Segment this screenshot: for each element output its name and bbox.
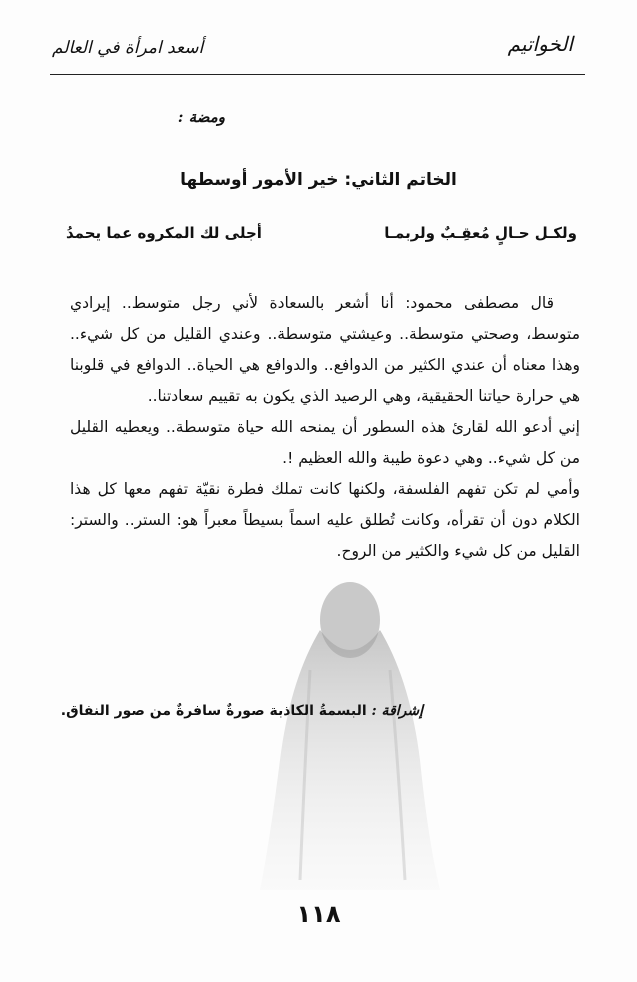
paragraph-1: قال مصطفى محمود: أنا أشعر بالسعادة لأني رجل متوسط.. إيرادي متوسط، وصحتي متوسطة.. وعيشتي متوسطة.. وعندي القليل من كل شيء.. وهذا معناه أن عندي الكثير من الدوافع.. والدوافع هي الحياة.. الدوافع في قلوبنا هي حرارة حياتنا الحقيقية، وهي الرصيد الذي يكون به تقييم سعادتنا.. xyxy=(70,294,580,405)
book-section-title: الخواتيم xyxy=(507,32,573,56)
body-text xyxy=(70,288,580,567)
header-divider xyxy=(50,74,585,75)
paragraph-2: إني أدعو الله لقارئ هذه السطور أن يمنحه الله حياة متوسطة.. ويعطيه القليل من كل شيء.. وهي دعوة طيبة والله العظيم !. xyxy=(70,418,580,467)
book-title: أسعد امرأة في العالم xyxy=(52,38,204,58)
ishraqa-label: إشراقة : xyxy=(371,703,423,719)
verse-second-half: أجلى لك المكروه عما يحمدُ xyxy=(66,224,262,242)
verse-first-half: ولكـل حـالٍ مُعقِـبٌ ولربمـا xyxy=(384,224,577,242)
veiled-woman-illustration xyxy=(250,560,450,890)
chapter-title: الخاتم الثاني: خير الأمور أوسطها xyxy=(180,170,457,190)
paragraph-3: وأمي لم تكن تفهم الفلسفة، ولكنها كانت تملك فطرة نقيّة تفهم معها كل هذا الكلام دون أن تقرأه، وكانت تُطلق عليه اسماً بسيطاً معبراً هو: الستر.. والستر: القليل من كل شيء والكثير من الروح. xyxy=(70,480,580,560)
page-number: ١١٨ xyxy=(296,900,341,928)
ishraqa-text: البسمةُ الكاذبة صورةٌ سافرةٌ من صور النفاق. xyxy=(60,703,367,719)
ishraqa-quote xyxy=(61,703,423,719)
section-label: ومضة : xyxy=(177,108,225,126)
